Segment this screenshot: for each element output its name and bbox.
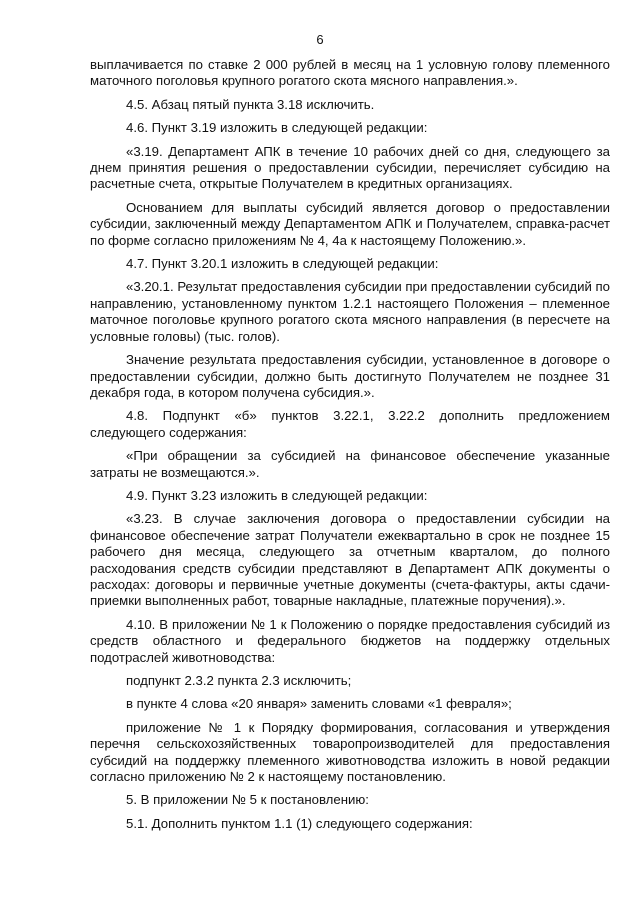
paragraph: 4.6. Пункт 3.19 изложить в следующей редакции: xyxy=(126,120,428,136)
page-number: 6 xyxy=(316,32,324,47)
paragraph: Значение результата предоставления субсидии, установленное в договоре о предоставлении субсидии, должно быть достигнуто Получателем не позднее 31 декабря года, в котором получена субсидия.». xyxy=(90,352,610,400)
paragraph: 5.1. Дополнить пунктом 1.1 (1) следующего содержания: xyxy=(126,815,473,831)
paragraph: «3.19. Департамент АПК в течение 10 рабочих дней со дня, следующего за днем принятия решения о предоставлении субсидии, перечисляет субсидию на расчетные счета, открытые Получателем в кредитных организациях. xyxy=(90,143,610,192)
paragraph: Основанием для выплаты субсидий является договор о предоставлении субсидии, заключенный между Департаментом АПК и Получателем, справка-расчет по форме согласно приложениям № 4, 4а к настоящему Положению.». xyxy=(90,199,610,248)
paragraph: 4.10. В приложении № 1 к Положению о порядке предоставления субсидий из средств областного и федерального бюджетов на поддержку отдельных подотраслей животноводства: xyxy=(90,616,610,665)
paragraph: 4.9. Пункт 3.23 изложить в следующей редакции: xyxy=(126,487,428,503)
paragraph: 4.5. Абзац пятый пункта 3.18 исключить. xyxy=(126,96,375,112)
paragraph: 5. В приложении № 5 к постановлению: xyxy=(126,792,369,808)
paragraph: «При обращении за субсидией на финансовое обеспечение указанные затраты не возмещаются.». xyxy=(90,448,610,480)
paragraph: в пункте 4 слова «20 января» заменить словами «1 февраля»; xyxy=(126,696,512,712)
paragraph: 4.8. Подпункт «б» пунктов 3.22.1, 3.22.2 дополнить предложением следующего содержания: xyxy=(90,408,610,440)
paragraph: «3.20.1. Результат предоставления субсидии при предоставлении субсидий по направлению, установленному пунктом 1.2.1 настоящего Положения – племенное маточное поголовье крупного рогатого скота мясного направления (в пересчете на условные головы) (тыс. голов). xyxy=(90,279,610,344)
paragraph: выплачивается по ставке 2 000 рублей в месяц на 1 условную голову племенного маточного поголовья крупного рогатого скота мясного направления.». xyxy=(90,57,610,89)
paragraph: 4.7. Пункт 3.20.1 изложить в следующей редакции: xyxy=(126,256,439,272)
paragraph: «3.23. В случае заключения договора о предоставлении субсидии на финансовое обеспечение затрат Получатели ежеквартально в срок не позднее 15 рабочего дня месяца, следующего за отчетным кварталом, до полного расходования средств субсидии представляют в Департамент АПК документы о расходах: договоры и первичные учетные документы (счета-фактуры, акты сдачи-приемки выполненных работ, товарные накладные, платежные поручения).». xyxy=(90,511,610,609)
document-body xyxy=(90,57,610,839)
paragraph: приложение № 1 к Порядку формирования, согласования и утверждения перечня сельскохозяйственных товаропроизводителей для предоставления субсидий на поддержку племенного животноводства изложить в новой редакции согласно приложению № 2 к настоящему постановлению. xyxy=(90,719,610,785)
paragraph: подпункт 2.3.2 пункта 2.3 исключить; xyxy=(126,673,352,688)
